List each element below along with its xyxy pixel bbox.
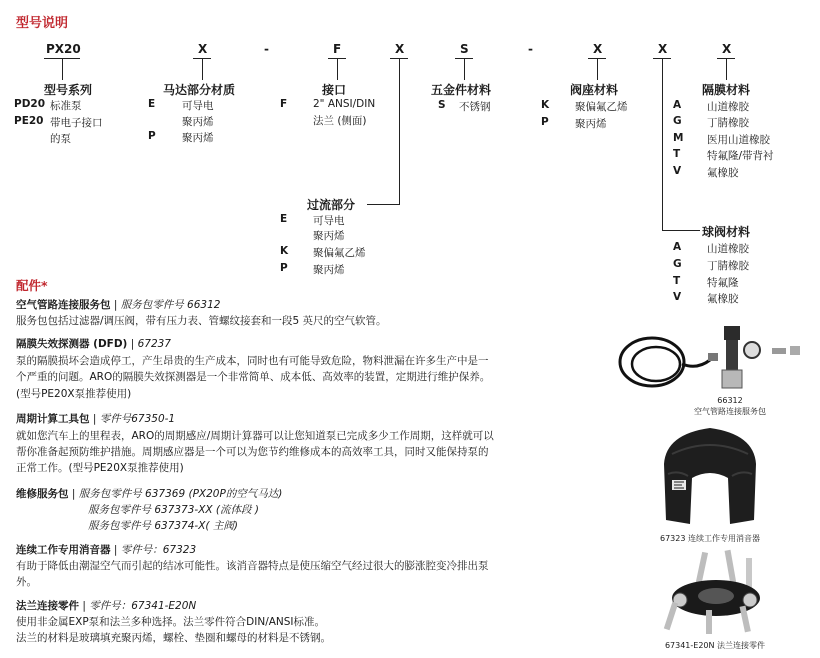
air-line-kit-caption: 空气管路连接服务包: [694, 407, 766, 416]
accessory-heading: 法兰连接零件 | 零件号：67341-E20N: [16, 600, 197, 612]
code-port: F: [333, 42, 342, 56]
series-header: 型号系列: [44, 83, 93, 97]
ball-desc: 氟橡胶: [707, 293, 739, 305]
code-motor: X: [198, 42, 208, 56]
accessory-text: 泵的隔膜损坏会造成停工，产生昂贵的生产成本，同时也有可能导致危险，物料泄漏在许多生产中是一: [16, 355, 489, 367]
diaphragm-code: M: [673, 132, 684, 144]
seat-desc: 聚丙烯: [575, 118, 607, 130]
diaphragm-desc: 丁腈橡胶: [707, 117, 749, 129]
accessory-text: 帮你准备起预防维护措施。周期感应器是一个可以为您节约维修成本的高效率工具，同时又能保持泵的: [16, 446, 489, 458]
accessory-text: 法兰的材料是玻璃填充聚丙烯，螺栓、垫圈和螺母的材料是不锈钢。: [16, 632, 331, 644]
fluid-desc: 聚丙烯: [313, 230, 345, 242]
ball-desc: 特氟隆: [707, 277, 739, 289]
port-header: 接口: [322, 83, 347, 97]
code-dash-1: -: [264, 42, 269, 56]
seat-code: P: [541, 116, 549, 128]
accessories-title: 配件*: [16, 278, 48, 293]
flange-kit-caption: 67341-E20N 法兰连接零件: [664, 641, 766, 650]
fluid-desc: 可导电: [313, 215, 345, 227]
accessory-text: 服务包包括过滤器/调压阀，带有压力表、管螺纹接套和一段5 英尺的空气软管。: [16, 315, 387, 327]
code-ball: X: [658, 42, 668, 56]
series-desc: 带电子接口: [50, 117, 103, 129]
seat-header: 阀座材料: [570, 83, 619, 97]
accessory-text: 外。: [16, 576, 37, 588]
fluid-code: K: [280, 245, 289, 257]
ball-desc: 丁腈橡胶: [707, 260, 749, 272]
motor-desc: 聚丙烯: [182, 132, 214, 144]
accessory-text: 正常工作。(型号PE20X泵推荐使用): [16, 462, 184, 474]
ball-desc: 山道橡胶: [707, 243, 749, 255]
ball-code: G: [673, 258, 682, 270]
muffler-image: [658, 424, 762, 530]
diaphragm-desc: 医用山道橡胶: [707, 134, 770, 146]
port-desc: 2" ANSI/DIN: [313, 98, 376, 110]
accessory-text: (型号PE20X泵推荐使用): [16, 388, 132, 400]
air-line-kit-image: [612, 320, 807, 398]
ball-code: T: [673, 275, 681, 287]
diaphragm-desc: 山道橡胶: [707, 101, 749, 113]
code-seat: X: [593, 42, 603, 56]
diaphragm-desc: 特氟隆/带背衬: [707, 150, 774, 162]
muffler-caption: 67323 连续工作专用消音器: [660, 534, 760, 543]
fluid-desc: 聚丙烯: [313, 264, 345, 276]
page-title: 型号说明: [16, 16, 69, 31]
diaphragm-code: A: [673, 99, 682, 111]
fluid-desc: 聚偏氟乙烯: [313, 247, 366, 259]
series-desc: 的泵: [50, 133, 71, 145]
motor-header: 马达部分材质: [163, 83, 236, 97]
ball-header: 球阀材料: [702, 225, 751, 239]
code-diaphragm: X: [722, 42, 732, 56]
code-hardware: S: [460, 42, 469, 56]
fluid-code: E: [280, 213, 288, 225]
diaphragm-desc: 氟橡胶: [707, 167, 739, 179]
hardware-desc: 不锈钢: [459, 101, 491, 113]
diaphragm-code: T: [673, 148, 681, 160]
seat-desc: 聚偏氟乙烯: [575, 101, 628, 113]
series-code: PD20: [14, 98, 46, 110]
motor-code: E: [148, 98, 156, 110]
accessory-heading: 空气管路连接服务包 | 服务包零件号 66312: [16, 299, 221, 311]
ball-code: V: [673, 291, 682, 303]
motor-code: P: [148, 130, 156, 142]
motor-desc: 聚丙烯: [182, 116, 214, 128]
series-desc: 标准泵: [50, 100, 82, 112]
port-code: F: [280, 98, 288, 110]
accessory-heading: 连续工作专用消音器 | 零件号：67323: [16, 544, 197, 556]
accessory-text: 个严重的问题。ARO的隔膜失效探测器是一个非常简单、成本低、高效率的装置，定期进行维护保养。: [16, 371, 491, 383]
accessory-heading: 隔膜失效探测器 (DFD) | 67237: [16, 338, 171, 350]
motor-desc: 可导电: [182, 100, 214, 112]
code-fluid: X: [395, 42, 405, 56]
accessory-text: 就如您汽车上的里程表，ARO的周期感应/周期计算器可以让您知道泵已完成多少工作周期，这样就可以: [16, 430, 494, 442]
accessory-text: 有助于降低由潮湿空气而引起的结冰可能性。该消音器特点是使压缩空气经过很大的膨涨腔变冷排出泵: [16, 560, 489, 572]
fluid-header: 过流部分: [307, 198, 356, 212]
hardware-header: 五金件材料: [431, 83, 492, 97]
hardware-code: S: [438, 99, 446, 111]
port-desc: 法兰 (侧面): [313, 115, 367, 127]
diaphragm-code: V: [673, 165, 682, 177]
series-code: PE20: [14, 115, 44, 127]
diaphragm-code: G: [673, 115, 682, 127]
accessory-heading: 维修服务包 | 服务包零件号 637369 (PX20P的空气马达): [16, 488, 283, 500]
flange-kit-image: [650, 548, 775, 636]
code-dash-2: -: [528, 42, 533, 56]
code-series: PX20: [46, 42, 81, 56]
accessory-text: 使用非金属EXP泵和法兰多种选择。法兰零件符合DIN/ANSI标准。: [16, 616, 326, 628]
fluid-code: P: [280, 262, 288, 274]
accessory-heading: 周期计算工具包 | 零件号67350-1: [16, 413, 176, 425]
air-line-kit-code: 66312: [717, 396, 743, 405]
seat-code: K: [541, 99, 550, 111]
ball-code: A: [673, 241, 682, 253]
accessory-subline: 服务包零件号 637373-XX (流体段 ): [88, 504, 259, 516]
diaphragm-header: 隔膜材料: [702, 83, 751, 97]
accessory-subline: 服务包零件号 637374-X( 主阀): [88, 520, 238, 532]
